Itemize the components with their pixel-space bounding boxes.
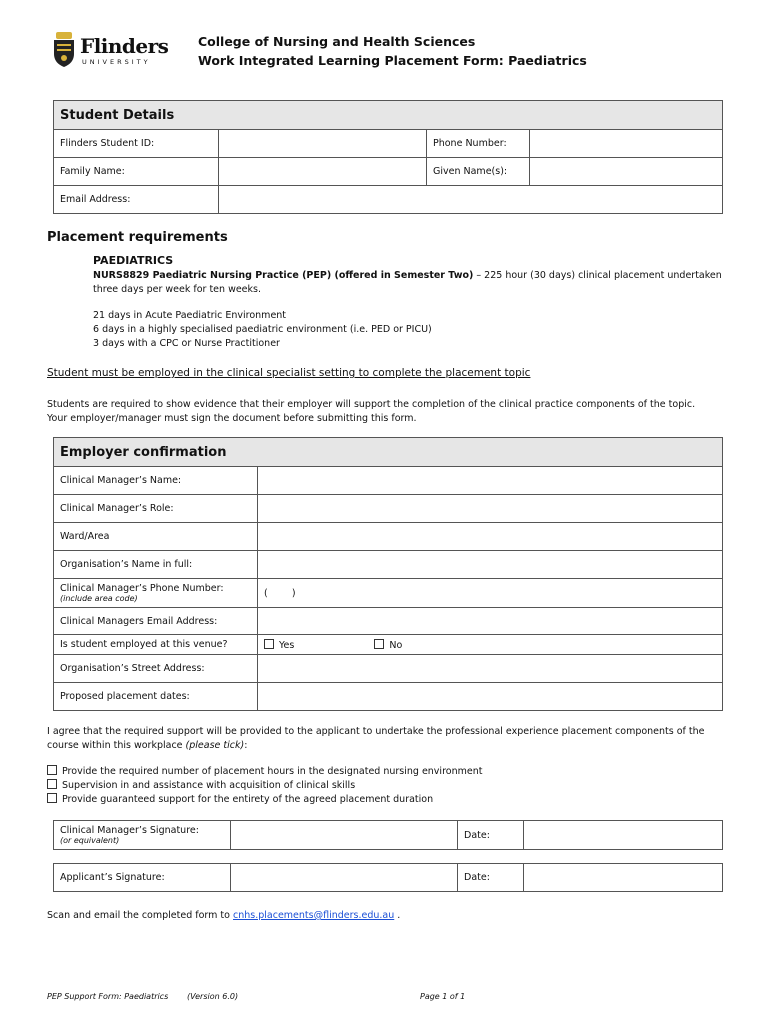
submit-instructions — [47, 909, 400, 923]
agreement-line-2-end: : — [244, 740, 248, 751]
course-detail: – 225 hour (30 days) clinical placement undertaken three days per week for ten weeks. — [93, 270, 722, 295]
agreement-line-2-text: course within this workplace — [47, 740, 186, 751]
ward-area-label: Ward/Area — [54, 523, 258, 551]
header-title-line2: Work Integrated Learning Placement Form: Paediatrics — [198, 53, 587, 68]
email-address-label: Email Address: — [54, 186, 219, 214]
given-names-field[interactable] — [530, 158, 723, 186]
crest-icon — [52, 30, 76, 68]
checkbox-icon — [47, 765, 57, 775]
checkbox-icon — [264, 639, 274, 649]
manager-name-field[interactable] — [258, 467, 723, 495]
placement-dates-label: Proposed placement dates: — [54, 683, 258, 711]
no-checkbox[interactable] — [374, 640, 402, 651]
family-name-field[interactable] — [219, 158, 427, 186]
footer-form-name: PEP Support Form: Paediatrics — [47, 992, 169, 1001]
course-description — [93, 269, 723, 297]
manager-role-label: Clinical Manager’s Role: — [54, 495, 258, 523]
manager-phone-field[interactable] — [258, 579, 723, 608]
no-label: No — [389, 639, 403, 651]
flinders-logo — [52, 30, 169, 70]
phone-area-code: ( ) — [264, 587, 296, 599]
requirement-2: 6 days in a highly specialised paediatric environment (i.e. PED or PICU) — [93, 324, 432, 335]
placements-email-link[interactable]: cnhs.placements@flinders.edu.au — [233, 910, 395, 921]
manager-phone-label: Clinical Manager’s Phone Number: — [60, 583, 224, 594]
student-details-heading: Student Details — [54, 101, 723, 130]
placement-heading: Placement requirements — [47, 230, 228, 245]
manager-email-field[interactable] — [258, 608, 723, 635]
placement-subheading: PAEDIATRICS — [93, 254, 174, 267]
footer-page-number: Page 1 of 1 — [420, 992, 466, 1001]
applicant-signature-label: Applicant’s Signature: — [54, 864, 231, 892]
manager-role-field[interactable] — [258, 495, 723, 523]
evidence-line-2: Your employer/manager must sign the document before submitting this form. — [47, 413, 417, 424]
manager-signature-note: (or equivalent) — [60, 836, 120, 845]
agreement-item-1-label: Provide the required number of placement hours in the designated nursing environment — [62, 766, 483, 777]
manager-date-label: Date: — [458, 821, 524, 850]
employer-confirmation-heading: Employer confirmation — [54, 438, 723, 467]
student-details-table — [53, 100, 723, 214]
employed-at-venue-label: Is student employed at this venue? — [54, 635, 258, 655]
ward-area-field[interactable] — [258, 523, 723, 551]
organisation-name-field[interactable] — [258, 551, 723, 579]
requirement-3: 3 days with a CPC or Nurse Practitioner — [93, 338, 280, 349]
given-names-label: Given Name(s): — [427, 158, 530, 186]
family-name-label: Family Name: — [54, 158, 219, 186]
agreement-item-1[interactable] — [47, 765, 482, 779]
agreement-item-2-label: Supervision in and assistance with acquisition of clinical skills — [62, 780, 356, 791]
agreement-item-2[interactable] — [47, 779, 355, 793]
agreement-item-3-label: Provide guaranteed support for the entirety of the agreed placement duration — [62, 794, 434, 805]
submit-end: . — [394, 910, 401, 921]
phone-number-label: Phone Number: — [427, 130, 530, 158]
manager-phone-label-cell — [54, 579, 258, 608]
agreement-line-2 — [47, 739, 247, 753]
manager-date-field[interactable] — [524, 821, 723, 850]
manager-signature-table — [53, 820, 723, 850]
employer-confirmation-table — [53, 437, 723, 711]
logo-wordmark: Flinders — [80, 34, 169, 58]
street-address-label: Organisation’s Street Address: — [54, 655, 258, 683]
placement-dates-field[interactable] — [258, 683, 723, 711]
manager-email-label: Clinical Managers Email Address: — [54, 608, 258, 635]
header-title-line1: College of Nursing and Health Sciences — [198, 34, 476, 49]
employment-notice: Student must be employed in the clinical specialist setting to complete the placement topic — [47, 367, 531, 379]
manager-name-label: Clinical Manager’s Name: — [54, 467, 258, 495]
student-id-field[interactable] — [219, 130, 427, 158]
agreement-line-1: I agree that the required support will be provided to the applicant to undertake the professional experience placement components of the — [47, 726, 705, 737]
phone-number-field[interactable] — [530, 130, 723, 158]
yes-label: Yes — [279, 639, 295, 651]
checkbox-icon — [47, 779, 57, 789]
applicant-signature-table — [53, 863, 723, 892]
yes-checkbox[interactable] — [264, 640, 294, 651]
manager-signature-label-cell — [54, 821, 231, 850]
please-tick-note: (please tick) — [185, 740, 245, 751]
applicant-date-field[interactable] — [524, 864, 723, 892]
employed-at-venue-options — [258, 635, 723, 655]
agreement-item-3[interactable] — [47, 793, 433, 807]
street-address-field[interactable] — [258, 655, 723, 683]
organisation-name-label: Organisation’s Name in full: — [54, 551, 258, 579]
manager-signature-field[interactable] — [231, 821, 458, 850]
checkbox-icon — [374, 639, 384, 649]
applicant-signature-field[interactable] — [231, 864, 458, 892]
evidence-line-1: Students are required to show evidence that their employer will support the completion of the clinical practice components of the topic. — [47, 399, 696, 410]
logo-subtext: UNIVERSITY — [82, 58, 151, 66]
footer-version: (Version 6.0) — [187, 992, 239, 1001]
manager-signature-label: Clinical Manager’s Signature: — [60, 825, 199, 836]
applicant-date-label: Date: — [458, 864, 524, 892]
requirement-1: 21 days in Acute Paediatric Environment — [93, 310, 287, 321]
checkbox-icon — [47, 793, 57, 803]
student-id-label: Flinders Student ID: — [54, 130, 219, 158]
email-address-field[interactable] — [219, 186, 723, 214]
manager-phone-note: (include area code) — [60, 594, 138, 603]
submit-text: Scan and email the completed form to — [47, 910, 233, 921]
course-code-title: NURS8829 Paediatric Nursing Practice (PEP) (offered in Semester Two) — [93, 270, 474, 281]
